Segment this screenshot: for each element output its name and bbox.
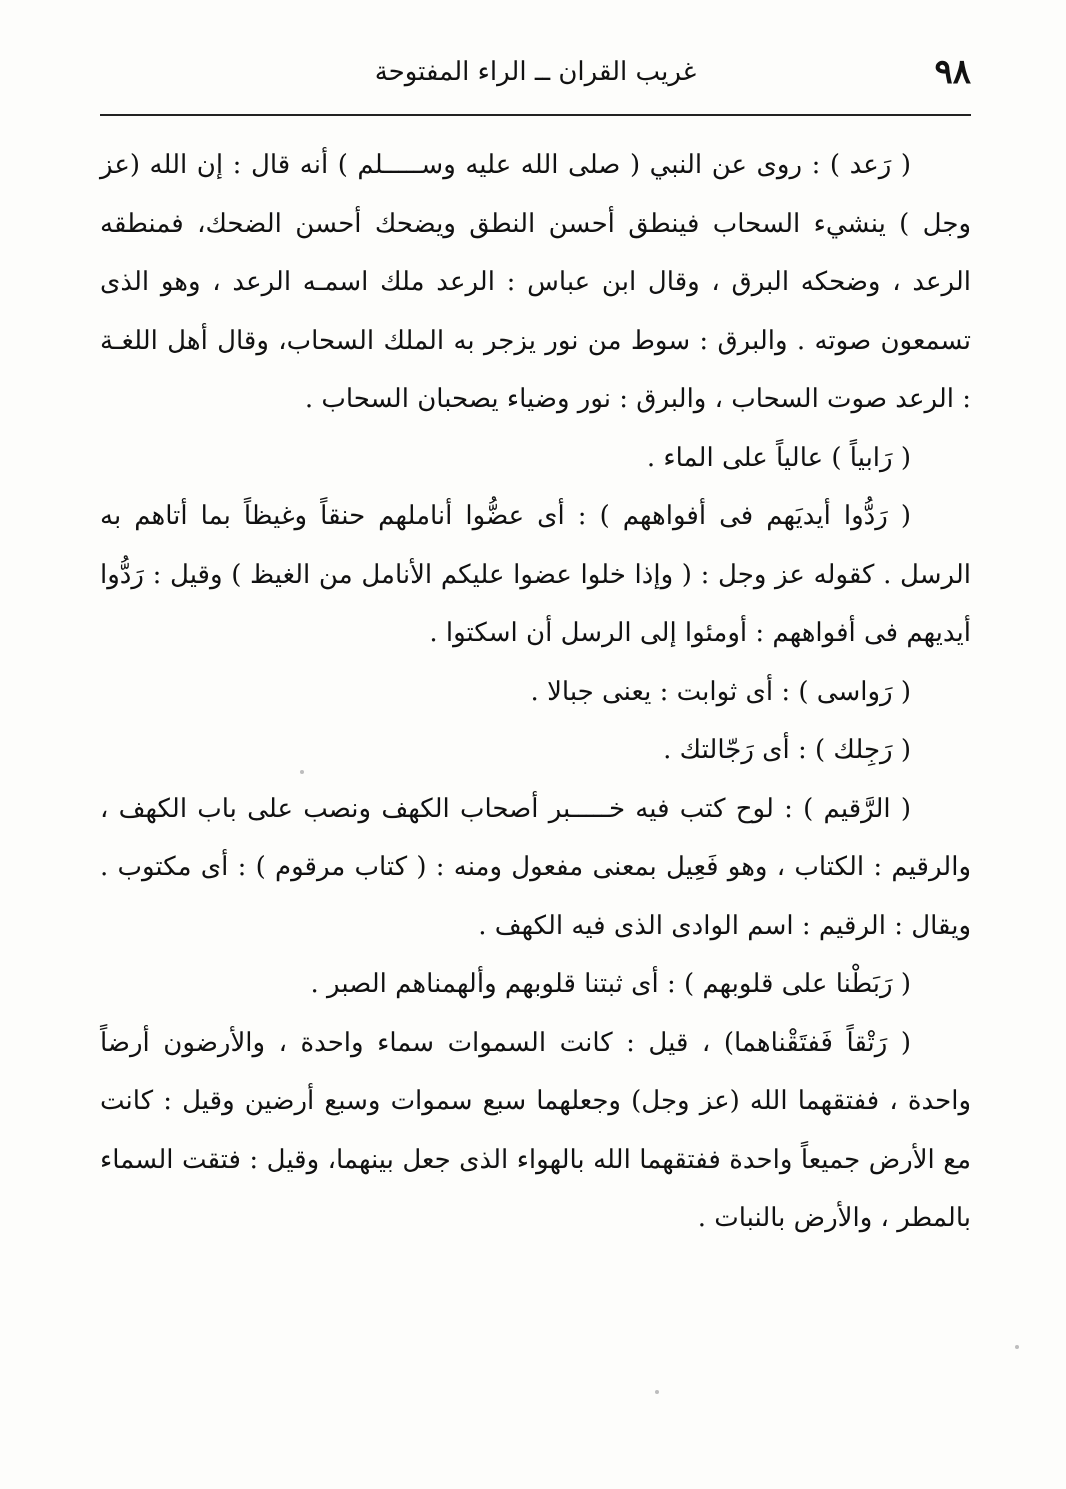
entry-raqim: ( الرَّقيم ) : لوح كتب فيه خـــــبر أصحاب الكهف ونصب على باب الكهف ، والرقيم : الكتاب ، وهو فَعِيل بمعنى مفعول ومنه : ( كتاب مرقوم ) : أى مكتوب . ويقال : الرقيم : اسم الوادى الذى فيه الكهف . <box>100 793 971 941</box>
entry-rabatna: ( رَبَطْنا على قلوبهم ) : أى ثبتنا قلوبهم وألهمناهم الصبر . <box>310 969 911 999</box>
entry-rawasi: ( رَواسى ) : أى ثوابت : يعنى جبالا . <box>530 676 911 707</box>
running-title: غريب القران ــ الراء المفتوحة <box>374 57 697 87</box>
entry-rajilik: ( رَجِلك ) : أى رَجّالتك . <box>663 735 911 765</box>
page-number: ٩٨ <box>934 52 971 92</box>
page-header <box>100 50 971 96</box>
entry-rabiyan: ( رَابياً ) عالياً على الماء . <box>646 442 911 473</box>
entry-raddu-aydiyahum: ( رَدُّوا أيديَهم فى أفواههم ) : أى عضُّوا أناملهم حنقاً وغيظاً بما أتاهم به الرسل . كقوله عز وجل : ( وإذا خلوا عضوا عليكم الأنامل من الغيظ ) وقيل : رَدُّوا أيديهم فى أفواههم : أومئوا إلى الرسل أن اسكتوا . <box>100 501 971 648</box>
entry-ratqan: ( رَتْقاً فَفتَقْناهما) ، قيل : كانت السموات سماء واحدة ، والأرضون أرضاً واحدة ، ففتقهما الله (عز وجل) وجعلهما سبع سموات وسبع أرضين وقيل : كانت مع الأرض جميعاً واحدة ففتقهما الله بالهواء الذى جعل بينهما، وقيل : فتقت السماء بالمطر ، والأرض بالنبات . <box>100 1027 971 1233</box>
page-body <box>100 136 971 1248</box>
header-rule <box>100 114 971 116</box>
scan-speck <box>300 770 304 774</box>
scan-speck <box>655 1390 659 1394</box>
scan-speck <box>1015 1345 1019 1349</box>
entry-raad: ( رَعد ) : روى عن النبي ( صلى الله عليه وســـــلم ) أنه قال : إن الله (عز وجل ) ينشيء السحاب فينطق أحسن النطق ويضحك أحسن الضحك، فمنطقه الرعد ، وضحكه البرق ، وقال ابن عباس : الرعد ملك اسمـه الرعد ، وهو الذى تسمعون صوته . والبرق : سوط من نور يزجر به الملك السحاب، وقال أهل اللغـة : الرعد صوت السحاب ، والبرق : نور وضياء يصحبان السحاب . <box>100 150 971 414</box>
